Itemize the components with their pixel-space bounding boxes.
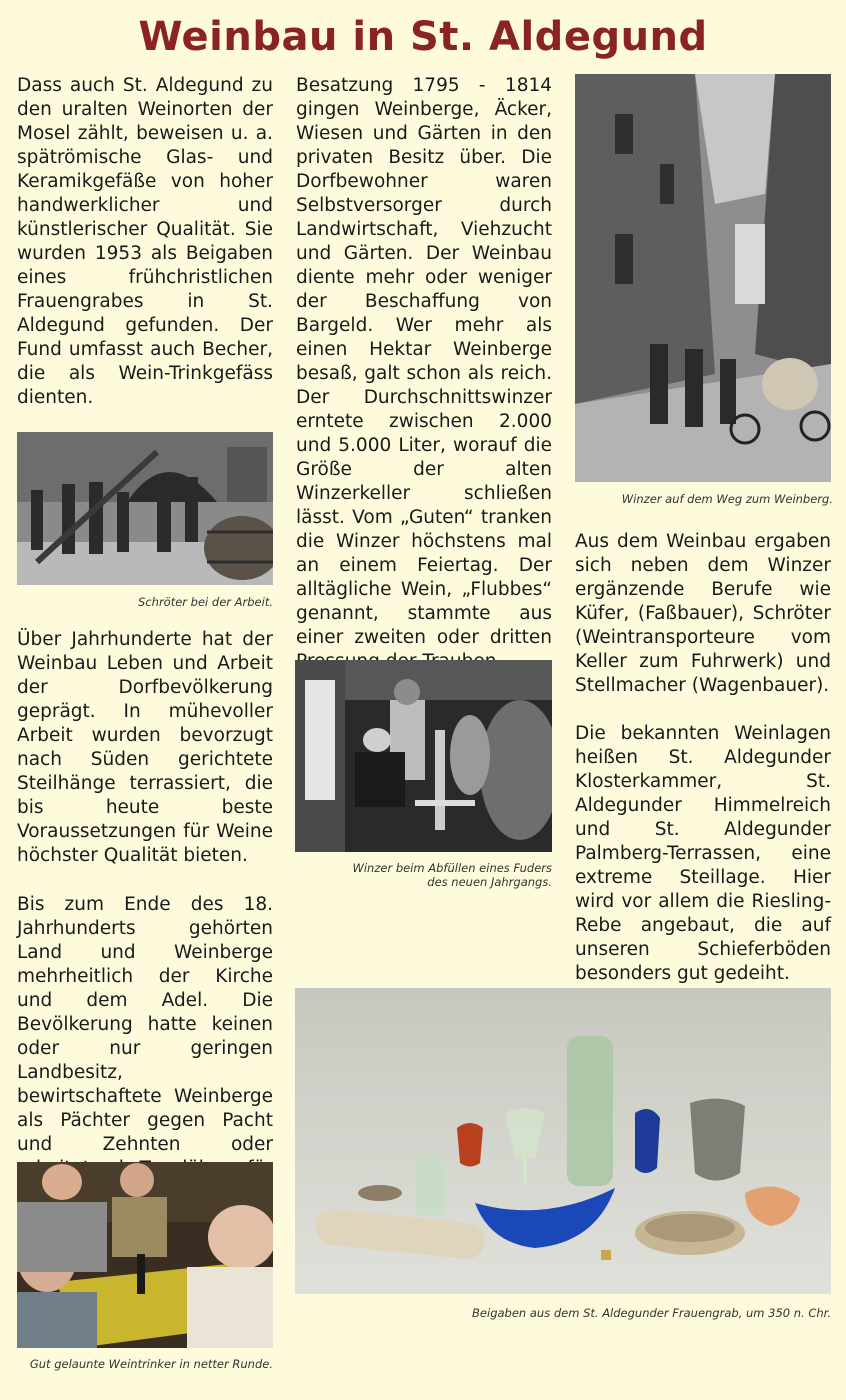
caption-weg: Winzer auf dem Weg zum Weinberg. xyxy=(621,492,833,506)
photo-schroeter xyxy=(17,432,273,585)
photo-abfuellen xyxy=(295,660,552,852)
beigaben-illustration xyxy=(295,988,831,1294)
text-history: Über Jahrhunderte hat der Weinbau Leben und Arbeit der Dorfbevölkerung geprägt. In mühevoller Arbeit wurden bevorzugt nach Süden gerichtete Steilhänge terrassiert, die bis heute beste Voraussetzungen für Weine höchster Qualität bieten. xyxy=(17,629,273,866)
abfuellen-illustration xyxy=(295,660,552,852)
page-title: Weinbau in St. Aldegund xyxy=(138,14,708,60)
paragraph-origins xyxy=(17,74,273,410)
caption-abfuellen-line-2: des neuen Jahrgangs. xyxy=(427,875,552,889)
paragraph-ownership xyxy=(17,893,273,1205)
caption-beigaben: Beigaben aus dem St. Aldegunder Frauengrab, um 350 n. Chr. xyxy=(472,1306,831,1320)
text-ownership: Bis zum Ende des 18. Jahrhunderts gehörten Land und Weinberge mehrheitlich der Kirche und dem Adel. Die Bevölkerung hatte keinen oder nur geringen Landbesitz, bewirtschaftete Weinberge als Pächter gegen Pacht und Zehnten oder xyxy=(17,894,273,1155)
text-besatzung: Besatzung 1795 - 1814 gingen Weinberge, Äcker, Wiesen und Gärten in den privaten Besitz über. Die Dorfbewohner waren Selbstversorger durch Landwirtschaft, Viehzucht und Gärten. Der Weinbau diente mehr oder weniger der Beschaffung von Bargeld. Wer mehr als einen Hektar Weinberge besaß, galt schon als reich. Der Durchschnittswinzer erntete zwischen 2.000 und 5.000 Liter, worauf die Größe der alten Winzerkeller schließen lässt. Vom „Guten“ tranken die Winzer höchstens mal an einem Feiertag. Der alltägliche Wein, „Flubbes“ genannt, stammte aus einer zweiten oder dritten xyxy=(296,75,552,648)
paragraph-berufe xyxy=(575,530,831,698)
photo-beigaben xyxy=(295,988,831,1294)
paragraph-besatzung xyxy=(296,74,552,674)
photo-weintrinker xyxy=(17,1162,273,1348)
text-origins: Dass auch St. Aldegund zu den uralten Weinorten der Mosel zählt, beweisen u. a. spätrömische Glas- und Keramikgefäße von hoher handwerklicher und künstlerischer Qualität. Sie wurden 1953 als Beigaben eines frühchristlichen Frauengrabes in St. Aldegund gefunden. Der Fund umfasst auch Becher, die als Wein-Trinkgefäss dienten. xyxy=(17,75,273,408)
photo-weg-zum-weinberg xyxy=(575,74,831,482)
weintrinker-illustration xyxy=(17,1162,273,1348)
weg-illustration xyxy=(575,74,831,482)
paragraph-history xyxy=(17,628,273,868)
caption-weintrinker: Gut gelaunte Weintrinker in netter Runde. xyxy=(29,1357,273,1371)
caption-abfuellen-line-1: Winzer beim Abfüllen eines Fuders xyxy=(352,861,552,875)
schroeter-illustration xyxy=(17,432,273,585)
caption-abfuellen xyxy=(295,861,552,889)
text-berufe: Aus dem Weinbau ergaben sich neben dem Winzer ergänzende Berufe wie Küfer, (Faßbauer), Schröter (Weintransporteure vom Keller zum Fuhrwerk) und Stellmacher (Wagenbauer). xyxy=(575,531,831,696)
caption-schroeter: Schröter bei der Arbeit. xyxy=(138,595,273,609)
paragraph-weinlagen xyxy=(575,722,831,986)
text-weinlagen: Die bekannten Weinlagen heißen St. Aldegunder Klosterkammer, St. Aldegunder Himmelreich und St. Aldegunder Palmberg-Terrassen, eine extreme Steillage. Hier wird vor allem die Riesling-Rebe angebaut, die auf unseren Schieferböden besonders gut gedeiht. xyxy=(575,723,831,984)
